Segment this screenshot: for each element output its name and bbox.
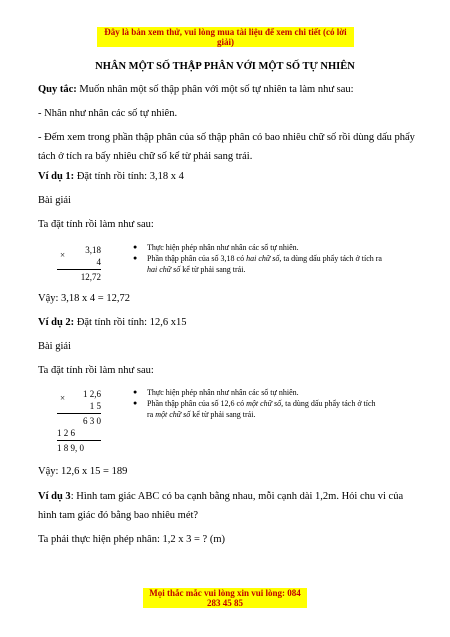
example-2-notes bbox=[133, 387, 383, 420]
example-2-setup: Ta đặt tính rồi làm như sau: bbox=[38, 365, 154, 376]
calc-divider bbox=[57, 269, 101, 270]
product: 1 8 9, 0 bbox=[57, 443, 84, 453]
rule-label: Quy tắc: bbox=[38, 84, 77, 95]
multiplier: 4 bbox=[96, 257, 101, 267]
page-title: NHÂN MỘT SỐ THẬP PHÂN VỚI MỘT SỐ TỰ NHIÊN bbox=[95, 61, 355, 72]
example-2-label: Ví dụ 2: bbox=[38, 317, 75, 328]
partial-product-2: 1 2 6 bbox=[57, 428, 75, 438]
multiply-sign: × bbox=[60, 250, 66, 260]
rule-paragraph bbox=[38, 80, 418, 99]
calc-divider bbox=[57, 440, 101, 441]
preview-banner: Đây là bản xem thử, vui lòng mua tài liệu để xem chi tiết (có lời giải) bbox=[97, 27, 354, 47]
example-3-text: : Hình tam giác ABC có ba cạnh bằng nhau, mỗi cạnh dài 1,2m. Hỏi chu vi của hình tam giác đó bằng bao nhiêu mét? bbox=[38, 491, 404, 521]
rule-step-1: - Nhân như nhân các số tự nhiên. bbox=[38, 108, 178, 119]
example-1-answer: Vậy: 3,18 x 4 = 12,72 bbox=[38, 293, 130, 304]
example-1-notes bbox=[133, 242, 383, 275]
example-1-label: Ví dụ 1: bbox=[38, 171, 75, 182]
note-item: ● Thực hiện phép nhân như nhân các số tự nhiên. bbox=[133, 242, 383, 253]
note-item: ● Phần thập phân của số 12,6 có một chữ số, ta dùng dấu phẩy tách ở tích ra một chữ số kể từ phải sang trái. bbox=[133, 398, 383, 420]
example-2-text: Đặt tính rồi tính: 12,6 x15 bbox=[74, 317, 187, 328]
example-1-heading bbox=[38, 167, 418, 186]
note-item: ● Thực hiện phép nhân như nhân các số tự nhiên. bbox=[133, 387, 383, 398]
multiplicand: 1 2,6 bbox=[83, 389, 101, 399]
multiply-sign: × bbox=[60, 393, 66, 403]
rule-step-2: - Đếm xem trong phần thập phân của số thập phân có bao nhiêu chữ số rồi dùng dấu phẩy tách ở tích ra bấy nhiêu chữ số kể từ phải sang trái. bbox=[38, 132, 415, 162]
note-item: ● Phần thập phân của số 3,18 có hai chữ số, ta dùng dấu phẩy tách ở tích ra hai chữ số kể từ phải sang trái. bbox=[133, 253, 383, 275]
example-3-label: Ví dụ 3 bbox=[38, 491, 71, 502]
example-1-setup: Ta đặt tính rồi làm như sau: bbox=[38, 219, 154, 230]
example-1-solution-label: Bài giải bbox=[38, 195, 71, 206]
example-3-step: Ta phải thực hiện phép nhân: 1,2 x 3 = ? (m) bbox=[38, 534, 225, 545]
multiplicand: 3,18 bbox=[85, 245, 101, 255]
contact-banner: Mọi thắc mắc vui lòng xin vui lòng: 084 283 45 85 bbox=[143, 588, 307, 608]
example-2-solution-label: Bài giải bbox=[38, 341, 71, 352]
product: 12,72 bbox=[80, 272, 101, 282]
calc-divider bbox=[57, 413, 101, 414]
multiplier: 1 5 bbox=[89, 401, 101, 411]
example-2-answer: Vậy: 12,6 x 15 = 189 bbox=[38, 466, 128, 477]
example-2-heading bbox=[38, 313, 418, 332]
partial-product-1: 6 3 0 bbox=[83, 416, 101, 426]
example-1-text: Đặt tính rồi tính: 3,18 x 4 bbox=[74, 171, 184, 182]
rule-text: Muốn nhân một số thập phân với một số tự nhiên ta làm như sau: bbox=[76, 84, 354, 95]
example-3-paragraph bbox=[38, 487, 418, 525]
